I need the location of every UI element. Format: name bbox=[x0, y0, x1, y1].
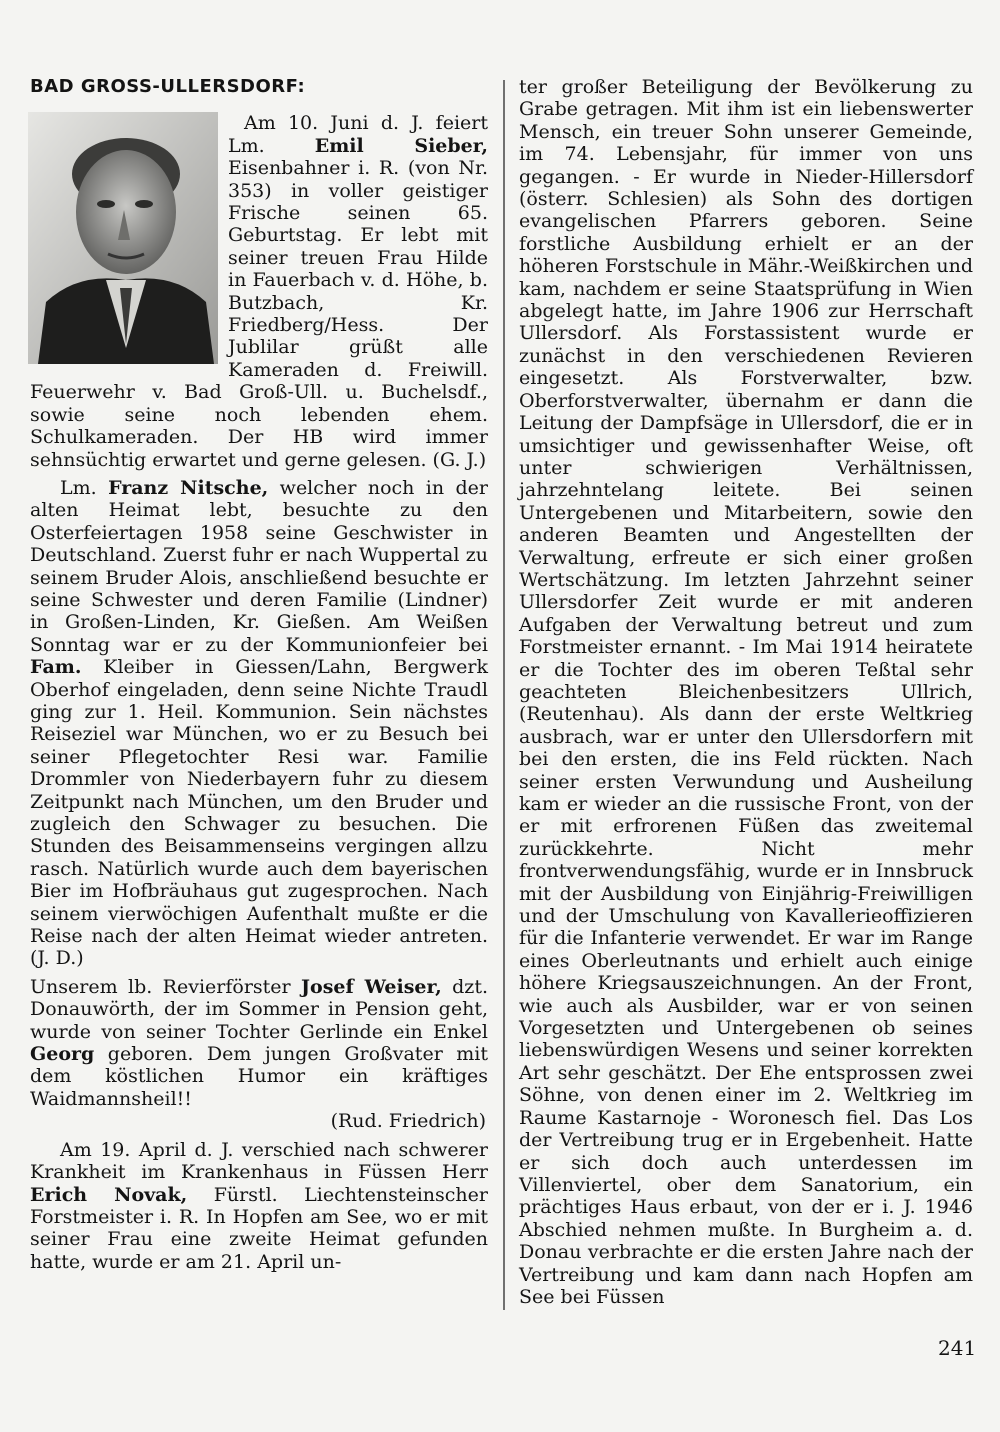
person-name: Emil Sieber, bbox=[314, 134, 488, 157]
text-run: Kleiber in Giessen/Lahn, Bergwerk Oberhof eingeladen, denn seine Nichte Traudl ging zur 1. Heil. Kommunion. Sein nächstes Reiseziel war München, wo er zu Besuch bei seiner Pflegetochter Resi war. Familie Drommler von Niederbayern fuhr zu diesem Zeitpunkt nach München, um den Bruder und zugleich den Schwager zu besuchen. Die Stunden des Beisammenseins vergingen allzu rasch. Natürlich wurde auch dem bayerischen Bier im Hofbräuhaus gut zugesprochen. Nach seinem vierwöchigen Aufenthalt mußte er die Reise nach der alten Heimat wieder antreten. (J. D.) bbox=[30, 656, 488, 970]
section-heading: BAD GROSS-ULLERSDORF: bbox=[30, 76, 306, 97]
page-number: 241 bbox=[938, 1336, 977, 1360]
text-run: Am 19. April d. J. verschied nach schwerer Krankheit im Krankenhaus in Füssen Herr bbox=[30, 1138, 488, 1184]
person-name: Josef Weiser, bbox=[301, 975, 442, 998]
text-run: dzt. Donauwörth, der im Sommer in Pension geht, wurde von seiner Tochter Gerlinde ein Enkel bbox=[30, 975, 488, 1043]
visit-paragraph bbox=[30, 477, 488, 970]
signature: (Rud. Friedrich) bbox=[330, 1110, 486, 1133]
text-run: welcher noch in der alten Heimat lebt, besuchte zu den Osterfeiertagen 1958 seine Geschwister in Deutschland. Zuerst fuhr er nach Wuppertal zu seinem Bruder Alois, anschließend besuchte er seine Schwester und deren Familie (Lindner) in Großen-Linden, Kr. Gießen. Am Weißen Sonntag war er zu der Kommunionfeier bei bbox=[30, 476, 489, 656]
person-name: Erich Novak, bbox=[30, 1183, 188, 1206]
text-run: Lm. bbox=[60, 476, 109, 499]
obituary-paragraph bbox=[30, 1139, 488, 1273]
right-column bbox=[519, 76, 973, 1308]
column-divider bbox=[503, 80, 505, 1310]
text-run: geboren. Dem jungen Großvater mit dem köstlichen Humor ein kräftiges Waidmannsheil!! bbox=[30, 1043, 488, 1110]
person-name: Georg bbox=[30, 1043, 95, 1066]
portrait-photo bbox=[28, 112, 218, 364]
person-name: Fam. bbox=[30, 656, 82, 679]
text-run: Fürstl. Liechtensteinscher Forstmeister i. R. In Hopfen am See, wo er mit seiner Frau eine zweite Heimat gefunden hatte, wurde er am 21. April un- bbox=[30, 1183, 488, 1273]
left-column bbox=[30, 76, 488, 1273]
text-run: Unserem lb. Revierförster bbox=[30, 975, 302, 998]
portrait-icon bbox=[28, 112, 218, 364]
text-run: Eisenbahner i. R. (von Nr. 353) in voller geistiger Frische seinen 65. Geburtstag. Er lebt mit seiner treuen Frau Hilde in Fauerbach v. d. Höhe, b. Butzbach, Kr. Friedberg/Hess. Der Jublilar grüßt alle Kameraden d. Freiwill. Feuerwehr v. Bad Groß-Ull. u. Buchelsdf., sowie seine noch lebenden ehem. Schulkameraden. Der HB wird immer sehnsüchtig erwartet und gerne gelesen. (G. J.) bbox=[30, 157, 488, 471]
obituary-continuation: ter großer Beteiligung der Bevölkerung zu Grabe getragen. Mit ihm ist ein liebenswerter Mensch, ein treuer Sohn unserer Gemeinde, im 74. Lebensjahr, für immer von uns gegangen. - Er wurde in Nieder-Hillersdorf (österr. Schlesien) als Sohn des dortigen evangelischen Pfarrers geboren. Seine forstliche Ausbildung erhielt er an der höheren Forstschule in Mähr.-Weißkirchen und kam, nachdem er seine Staatsprüfung in Wien abgelegt hatte, im Jahre 1906 zur Herrschaft Ullersdorf. Als Forstassistent wurde er zunächst in den verschiedenen Revieren eingesetzt. Als Forstverwalter, bzw. Oberforstverwalter, übernahm er dann die Leitung der Dampfsäge in Ullersdorf, die er in umsichtiger und gewissenhafter Weise, oft unter schwierigen Verhältnissen, jahrzehntelang leitete. Bei seinen Untergebenen und Mitarbeitern, sowie den anderen Beamten und Angestellten der Verwaltung, erfreute er sich einer großen Wertschätzung. Im letzten Jahrzehnt seiner Ullersdorfer Zeit wurde er mit anderen Aufgaben der Verwaltung betreut und zum Forstmeister ernannt. - Im Mai 1914 heiratete er die Tochter des im oberen Teßtal sehr geachteten Bleichenbesitzers Ullrich, (Reutenhau). Als dann der erste Weltkrieg ausbrach, war er unter den Ullersdorfern mit bei den ersten, die ins Feld rückten. Nach seiner ersten Verwundung und Ausheilung kam er wieder an die russische Front, von der er mit erfrorenen Füßen das zweitemal zurückkehrte. Nicht mehr frontverwendungsfähig, wurde er in Innsbruck mit der Ausbildung von Einjährig-Freiwilligen und der Umschulung von Kavallerieoffizieren für die Infanterie verwendet. Er war im Range eines Oberleutnants und erhielt auch einige höhere Kriegsauszeichnungen. An der Front, wie auch als Ausbilder, war er von seinen Vorgesetzten und Untergebenen ob seines liebenswürdigen Wesens und seiner korrekten Art sehr geschätzt. Der Ehe entsprossen zwei Söhne, von denen einer im 2. Weltkrieg im Raume Kastarnoje - Woronesch fiel. Das Los der Vertreibung trug er in Ergebenheit. Hatte er sich doch auch unterdessen im Villenviertel, ober dem Sanatorium, ein prächtiges Haus erbaut, von der er i. J. 1946 Abschied nehmen mußte. In Burgheim a. d. Donau verbrachte er die ersten Jahre nach der Vertreibung und kam dann nach Hopfen am See bei Füssen bbox=[519, 76, 973, 1308]
text-run: Am 10. Juni d. J. feiert Lm. bbox=[228, 112, 488, 157]
person-name: Franz Nitsche, bbox=[108, 476, 269, 499]
grandchild-paragraph bbox=[30, 976, 488, 1110]
